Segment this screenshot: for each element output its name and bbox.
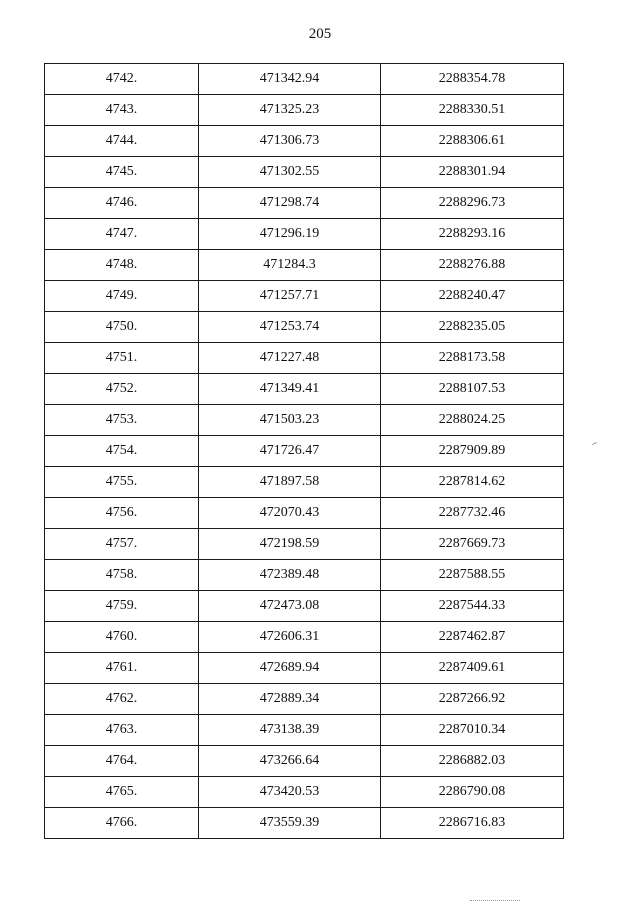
x-coordinate-cell: 471257.71 (199, 281, 381, 312)
point-number-cell: 4747. (45, 219, 199, 250)
x-coordinate-cell: 472389.48 (199, 560, 381, 591)
table-row (45, 467, 564, 498)
point-number-cell: 4762. (45, 684, 199, 715)
y-coordinate-cell: 2287462.87 (381, 622, 564, 653)
y-coordinate-cell: 2287409.61 (381, 653, 564, 684)
x-coordinate-cell: 472689.94 (199, 653, 381, 684)
x-coordinate-cell: 472070.43 (199, 498, 381, 529)
y-coordinate-cell: 2288235.05 (381, 312, 564, 343)
table-row (45, 95, 564, 126)
y-coordinate-cell: 2288276.88 (381, 250, 564, 281)
x-coordinate-cell: 471227.48 (199, 343, 381, 374)
x-coordinate-cell: 473266.64 (199, 746, 381, 777)
table-row (45, 560, 564, 591)
point-number-cell: 4752. (45, 374, 199, 405)
x-coordinate-cell: 471349.41 (199, 374, 381, 405)
y-coordinate-cell: 2287732.46 (381, 498, 564, 529)
x-coordinate-cell: 473420.53 (199, 777, 381, 808)
x-coordinate-cell: 471253.74 (199, 312, 381, 343)
point-number-cell: 4757. (45, 529, 199, 560)
y-coordinate-cell: 2288173.58 (381, 343, 564, 374)
y-coordinate-cell: 2287909.89 (381, 436, 564, 467)
point-number-cell: 4760. (45, 622, 199, 653)
point-number-cell: 4753. (45, 405, 199, 436)
coordinates-table (44, 63, 564, 839)
table-row (45, 281, 564, 312)
point-number-cell: 4766. (45, 808, 199, 839)
table-row (45, 64, 564, 95)
page-number: 205 (308, 26, 332, 42)
table-row (45, 157, 564, 188)
point-number-cell: 4742. (45, 64, 199, 95)
table-row (45, 188, 564, 219)
table-row (45, 436, 564, 467)
table-row (45, 777, 564, 808)
point-number-cell: 4744. (45, 126, 199, 157)
point-number-cell: 4745. (45, 157, 199, 188)
y-coordinate-cell: 2287669.73 (381, 529, 564, 560)
x-coordinate-cell: 471342.94 (199, 64, 381, 95)
table-row (45, 498, 564, 529)
x-coordinate-cell: 473138.39 (199, 715, 381, 746)
table-row (45, 529, 564, 560)
table-row (45, 808, 564, 839)
table-row (45, 591, 564, 622)
x-coordinate-cell: 471298.74 (199, 188, 381, 219)
point-number-cell: 4754. (45, 436, 199, 467)
y-coordinate-cell: 2287544.33 (381, 591, 564, 622)
table-row (45, 653, 564, 684)
y-coordinate-cell: 2288296.73 (381, 188, 564, 219)
y-coordinate-cell: 2288330.51 (381, 95, 564, 126)
x-coordinate-cell: 471897.58 (199, 467, 381, 498)
point-number-cell: 4765. (45, 777, 199, 808)
coordinates-table-body (45, 64, 564, 839)
y-coordinate-cell: 2286790.08 (381, 777, 564, 808)
y-coordinate-cell: 2288293.16 (381, 219, 564, 250)
point-number-cell: 4755. (45, 467, 199, 498)
y-coordinate-cell: 2288024.25 (381, 405, 564, 436)
y-coordinate-cell: 2288301.94 (381, 157, 564, 188)
y-coordinate-cell: 2288306.61 (381, 126, 564, 157)
y-coordinate-cell: 2288354.78 (381, 64, 564, 95)
point-number-cell: 4761. (45, 653, 199, 684)
point-number-cell: 4763. (45, 715, 199, 746)
y-coordinate-cell: 2287814.62 (381, 467, 564, 498)
table-row (45, 622, 564, 653)
point-number-cell: 4759. (45, 591, 199, 622)
table-row (45, 715, 564, 746)
x-coordinate-cell: 471296.19 (199, 219, 381, 250)
point-number-cell: 4743. (45, 95, 199, 126)
table-row (45, 746, 564, 777)
x-coordinate-cell: 473559.39 (199, 808, 381, 839)
point-number-cell: 4764. (45, 746, 199, 777)
table-row (45, 250, 564, 281)
y-coordinate-cell: 2288240.47 (381, 281, 564, 312)
y-coordinate-cell: 2286882.03 (381, 746, 564, 777)
table-row (45, 126, 564, 157)
y-coordinate-cell: 2288107.53 (381, 374, 564, 405)
point-number-cell: 4750. (45, 312, 199, 343)
x-coordinate-cell: 472473.08 (199, 591, 381, 622)
x-coordinate-cell: 471503.23 (199, 405, 381, 436)
point-number-cell: 4758. (45, 560, 199, 591)
point-number-cell: 4746. (45, 188, 199, 219)
point-number-cell: 4748. (45, 250, 199, 281)
table-row (45, 374, 564, 405)
y-coordinate-cell: 2287266.92 (381, 684, 564, 715)
table-row (45, 312, 564, 343)
x-coordinate-cell: 471284.3 (199, 250, 381, 281)
scan-mark (592, 442, 597, 445)
point-number-cell: 4749. (45, 281, 199, 312)
table-row (45, 219, 564, 250)
scan-dots (470, 900, 520, 902)
point-number-cell: 4751. (45, 343, 199, 374)
x-coordinate-cell: 472198.59 (199, 529, 381, 560)
x-coordinate-cell: 472889.34 (199, 684, 381, 715)
table-row (45, 405, 564, 436)
table-row (45, 343, 564, 374)
x-coordinate-cell: 471306.73 (199, 126, 381, 157)
x-coordinate-cell: 472606.31 (199, 622, 381, 653)
y-coordinate-cell: 2286716.83 (381, 808, 564, 839)
y-coordinate-cell: 2287588.55 (381, 560, 564, 591)
y-coordinate-cell: 2287010.34 (381, 715, 564, 746)
table-row (45, 684, 564, 715)
x-coordinate-cell: 471325.23 (199, 95, 381, 126)
x-coordinate-cell: 471726.47 (199, 436, 381, 467)
x-coordinate-cell: 471302.55 (199, 157, 381, 188)
point-number-cell: 4756. (45, 498, 199, 529)
